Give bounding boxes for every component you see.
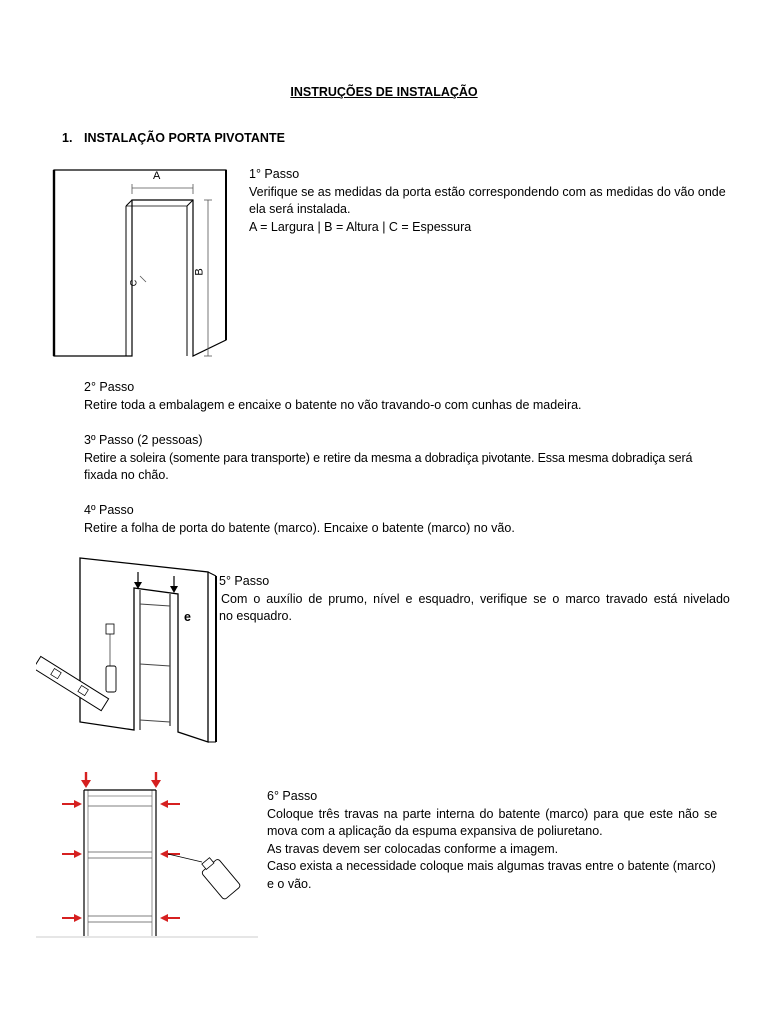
step3-line: fixada no chão. [84, 468, 169, 482]
frame-level-plumb-figure [36, 554, 220, 744]
step2-line: Retire toda a embalagem e encaixe o batente no vão travando-o com cunhas de madeira. [84, 397, 582, 412]
step5-heading: 5° Passo [219, 574, 270, 588]
step6-line: mova com a aplicação da espuma expansiva de poliuretano. [267, 824, 603, 838]
section-number: 1. [62, 131, 73, 145]
step1-heading: 1° Passo [249, 167, 300, 181]
step3-line: Retire a soleira (somente para transporte) e retire da mesma a dobradiça pivotante. Essa mesma dobradiça será [84, 450, 693, 465]
step6-heading: 6° Passo [267, 789, 318, 803]
step1-line: Verifique se as medidas da porta estão correspondendo com as medidas do vão onde [249, 184, 726, 199]
dimension-label-c: C [128, 279, 139, 287]
dimension-label-a: A [153, 170, 161, 182]
step1-line: A = Largura | B = Altura | C = Espessura [249, 219, 472, 234]
step1-line: ela será instalada. [249, 202, 351, 216]
step5-line: Com o auxílio de prumo, nível e esquadro, verifique se o marco travado está nivelado [221, 591, 730, 606]
step3-heading: 3º Passo (2 pessoas) [84, 433, 203, 447]
step5-line: no esquadro. [219, 609, 292, 623]
section-title: INSTALAÇÃO PORTA PIVOTANTE [84, 131, 285, 145]
step5-block [219, 573, 731, 626]
step3-block [84, 432, 732, 485]
step2-heading: 2° Passo [84, 380, 135, 394]
step4-heading: 4º Passo [84, 503, 134, 517]
step6-line: Caso exista a necessidade coloque mais algumas travas entre o batente (marco) [267, 859, 716, 873]
frame-braces-figure [36, 770, 260, 940]
step6-block [267, 788, 732, 893]
step6-line: e o vão. [267, 876, 312, 891]
step2-block [84, 379, 582, 414]
step6-line: Coloque três travas na parte interna do batente (marco) para que este não se [267, 806, 718, 821]
step4-line: Retire a folha de porta do batente (marco). Encaixe o batente (marco) no vão. [84, 520, 515, 535]
step1-block [249, 166, 726, 236]
step4-block [84, 502, 515, 537]
door-opening-dimension-figure [48, 164, 248, 360]
document-title: INSTRUÇÕES DE INSTALAÇÃO [290, 85, 478, 99]
step5-figure-label: e [184, 610, 191, 624]
step6-line: As travas devem ser colocadas conforme a imagem. [267, 841, 559, 856]
dimension-label-b: B [193, 268, 206, 276]
